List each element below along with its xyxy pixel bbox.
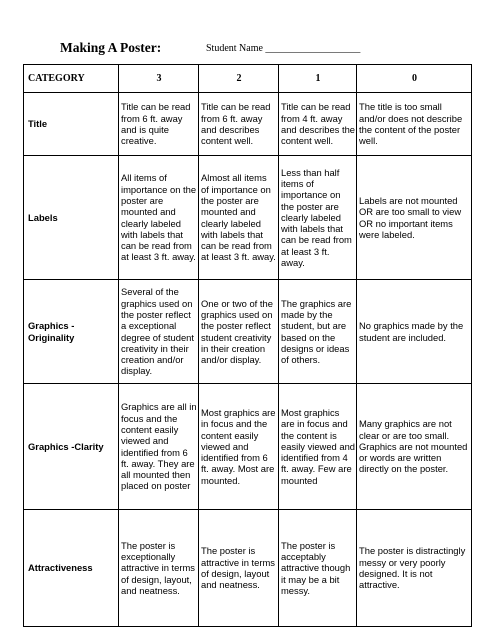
document-title: Making A Poster: xyxy=(60,40,162,55)
row-category-title: Title xyxy=(24,93,119,156)
table-cell: Most graphics are in focus and the content is easily viewed and identified from 4 ft. away. Few are mounted xyxy=(279,384,357,510)
table-cell: Title can be read from 6 ft. away and describes content well. xyxy=(199,93,279,156)
table-cell: The poster is exceptionally attractive in terms of design, layout, and neatness. xyxy=(119,510,199,627)
column-header-1: 1 xyxy=(279,65,357,93)
rubric-table xyxy=(23,64,472,627)
row-category-graphics-originality: Graphics - Originality xyxy=(24,280,119,384)
table-cell: Title can be read from 4 ft. away and describes the content well. xyxy=(279,93,357,156)
table-row xyxy=(24,280,472,384)
column-header-category: CATEGORY xyxy=(24,65,119,93)
table-row xyxy=(24,93,472,156)
row-category-attractiveness: Attractiveness xyxy=(24,510,119,627)
document-header xyxy=(60,40,460,60)
column-header-3: 3 xyxy=(119,65,199,93)
table-cell: Most graphics are in focus and the content easily viewed and identified from 6 ft. away. Most are mounted. xyxy=(199,384,279,510)
table-cell: The poster is acceptably attractive though it may be a bit messy. xyxy=(279,510,357,627)
table-cell: Title can be read from 6 ft. away and is quite creative. xyxy=(119,93,199,156)
table-row xyxy=(24,156,472,280)
table-cell: No graphics made by the student are included. xyxy=(357,280,472,384)
table-cell: Many graphics are not clear or are too small. Graphics are not mounted or words are written directly on the poster. xyxy=(357,384,472,510)
row-category-graphics-clarity: Graphics -Clarity xyxy=(24,384,119,510)
table-cell: Labels are not mounted OR are too small to view OR no important items were labeled. xyxy=(357,156,472,280)
table-row xyxy=(24,510,472,627)
table-cell: The title is too small and/or does not describe the content of the poster well. xyxy=(357,93,472,156)
table-cell: All items of importance on the poster are mounted and clearly labeled with labels that can be read from at least 3 ft. away. xyxy=(119,156,199,280)
table-cell: Several of the graphics used on the poster reflect a exceptional degree of student creativity in their creation and/or display. xyxy=(119,280,199,384)
student-name-field: Student Name ___________________ xyxy=(206,43,361,54)
row-category-labels: Labels xyxy=(24,156,119,280)
table-cell: One or two of the graphics used on the poster reflect student creativity in their creation and/or display. xyxy=(199,280,279,384)
header-row xyxy=(24,65,472,93)
table-cell: The poster is distractingly messy or very poorly designed. It is not attractive. xyxy=(357,510,472,627)
table-cell: Graphics are all in focus and the content easily viewed and identified from 6 ft. away. They are all mounted then placed on poster xyxy=(119,384,199,510)
column-header-0: 0 xyxy=(357,65,472,93)
table-cell: Almost all items of importance on the poster are mounted and clearly labeled with labels that can be read from at least 3 ft. away. xyxy=(199,156,279,280)
table-cell: Less than half items of importance on the poster are clearly labeled with labels that can be read from at least 3 ft. away. xyxy=(279,156,357,280)
table-cell: The graphics are made by the student, but are based on the designs or ideas of others. xyxy=(279,280,357,384)
table-cell: The poster is attractive in terms of design, layout and neatness. xyxy=(199,510,279,627)
table-row xyxy=(24,384,472,510)
column-header-2: 2 xyxy=(199,65,279,93)
